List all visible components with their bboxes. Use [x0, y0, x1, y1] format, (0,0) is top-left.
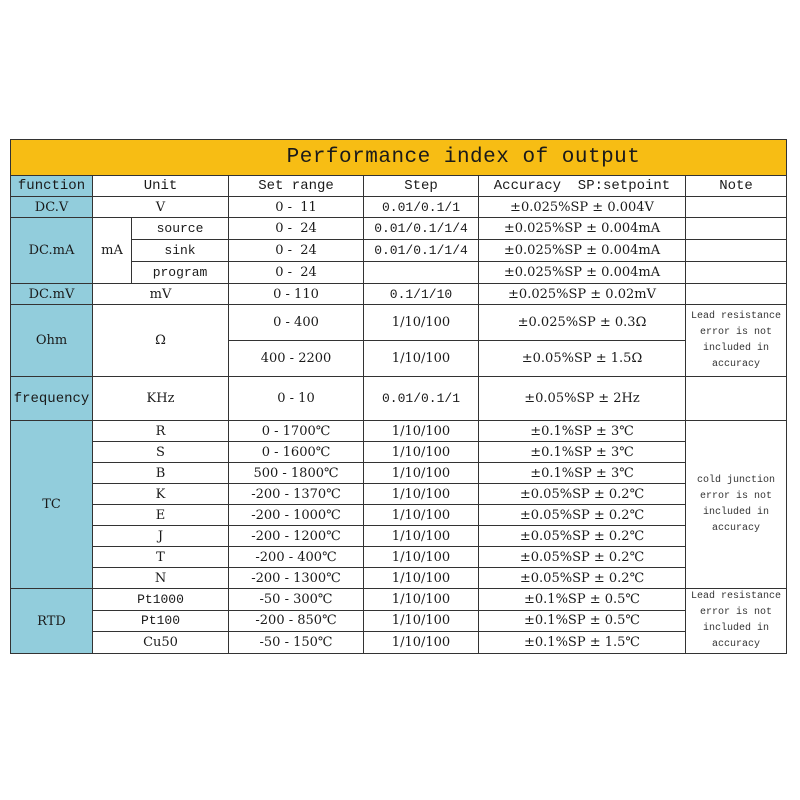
function-cell: TC	[11, 421, 93, 589]
header-step: Step	[364, 176, 479, 197]
note-cell: Lead resistance error is not included in accuracy	[686, 305, 787, 377]
table-row-tc-t	[11, 547, 787, 568]
step-cell: 0.01/0.1/1	[364, 197, 479, 218]
table-row-rtd-cu50	[11, 632, 787, 654]
note-cell: cold junction error is not included in accuracy	[686, 421, 787, 589]
mode-cell: program	[132, 262, 229, 284]
header-accuracy: Accuracy SP:setpoint	[479, 176, 686, 197]
table-row-tc-r	[11, 421, 787, 442]
accuracy-cell: ±0.1%SP ± 3℃	[479, 442, 686, 463]
accuracy-cell: ±0.05%SP ± 0.2℃	[479, 484, 686, 505]
header-note: Note	[686, 176, 787, 197]
step-cell: 1/10/100	[364, 421, 479, 442]
accuracy-cell: ±0.05%SP ± 0.2℃	[479, 568, 686, 589]
type-cell: T	[93, 547, 229, 568]
range-cell: 0 - 24	[229, 262, 364, 284]
step-cell: 1/10/100	[364, 547, 479, 568]
note-cell	[686, 377, 787, 421]
type-cell: Cu50	[93, 632, 229, 654]
type-cell: S	[93, 442, 229, 463]
step-cell: 0.01/0.1/1/4	[364, 218, 479, 240]
range-cell: -200 - 1200℃	[229, 526, 364, 547]
step-cell: 1/10/100	[364, 610, 479, 632]
note-cell	[686, 284, 787, 305]
range-cell: 0 - 400	[229, 305, 364, 341]
accuracy-cell: ±0.025%SP ± 0.004V	[479, 197, 686, 218]
accuracy-cell: ±0.1%SP ± 0.5℃	[479, 610, 686, 632]
table-row-dcma-source	[11, 218, 787, 240]
range-cell: -50 - 150℃	[229, 632, 364, 654]
accuracy-cell: ±0.025%SP ± 0.004mA	[479, 262, 686, 284]
accuracy-cell: ±0.025%SP ± 0.3Ω	[479, 305, 686, 341]
range-cell: -200 - 850℃	[229, 610, 364, 632]
range-cell: -200 - 1300℃	[229, 568, 364, 589]
accuracy-cell: ±0.025%SP ± 0.02mV	[479, 284, 686, 305]
step-cell: 1/10/100	[364, 463, 479, 484]
step-cell: 1/10/100	[364, 442, 479, 463]
range-cell: 0 - 11	[229, 197, 364, 218]
unit-cell: V	[93, 197, 229, 218]
accuracy-cell: ±0.025%SP ± 0.004mA	[479, 240, 686, 262]
table-row-tc-e	[11, 505, 787, 526]
range-cell: 500 - 1800℃	[229, 463, 364, 484]
accuracy-cell: ±0.05%SP ± 1.5Ω	[479, 341, 686, 377]
table-row-tc-s	[11, 442, 787, 463]
note-cell	[686, 240, 787, 262]
function-cell: DC.V	[11, 197, 93, 218]
range-cell: -200 - 400℃	[229, 547, 364, 568]
type-cell: E	[93, 505, 229, 526]
note-cell	[686, 218, 787, 240]
accuracy-cell: ±0.025%SP ± 0.004mA	[479, 218, 686, 240]
header-unit: Unit	[93, 176, 229, 197]
table-row-tc-j	[11, 526, 787, 547]
table-row-rtd-pt100	[11, 610, 787, 632]
table-row-tc-b	[11, 463, 787, 484]
step-cell: 1/10/100	[364, 505, 479, 526]
mode-cell: sink	[132, 240, 229, 262]
performance-table	[10, 139, 787, 654]
type-cell: N	[93, 568, 229, 589]
accuracy-cell: ±0.05%SP ± 0.2℃	[479, 526, 686, 547]
table-row-tc-n	[11, 568, 787, 589]
accuracy-cell: ±0.05%SP ± 0.2℃	[479, 505, 686, 526]
mode-cell: source	[132, 218, 229, 240]
range-cell: 0 - 24	[229, 240, 364, 262]
table-row-ohm-1	[11, 305, 787, 341]
table-row-tc-k	[11, 484, 787, 505]
range-cell: 0 - 110	[229, 284, 364, 305]
header-set-range: Set range	[229, 176, 364, 197]
step-cell	[364, 262, 479, 284]
header-row	[11, 176, 787, 197]
table-row-dcmv	[11, 284, 787, 305]
note-cell	[686, 197, 787, 218]
accuracy-cell: ±0.05%SP ± 0.2℃	[479, 547, 686, 568]
function-cell: RTD	[11, 589, 93, 654]
type-cell: Pt1000	[93, 589, 229, 611]
range-cell: 0 - 1700℃	[229, 421, 364, 442]
range-cell: -200 - 1000℃	[229, 505, 364, 526]
range-cell: 0 - 10	[229, 377, 364, 421]
unit-cell: Ω	[93, 305, 229, 377]
accuracy-cell: ±0.1%SP ± 0.5℃	[479, 589, 686, 611]
range-cell: 0 - 1600℃	[229, 442, 364, 463]
step-cell: 0.1/1/10	[364, 284, 479, 305]
note-cell: Lead resistance error is not included in accuracy	[686, 589, 787, 654]
type-cell: B	[93, 463, 229, 484]
step-cell: 1/10/100	[364, 484, 479, 505]
header-function: function	[11, 176, 93, 197]
range-cell: 400 - 2200	[229, 341, 364, 377]
accuracy-cell: ±0.1%SP ± 1.5℃	[479, 632, 686, 654]
note-cell	[686, 262, 787, 284]
step-cell: 0.01/0.1/1	[364, 377, 479, 421]
step-cell: 1/10/100	[364, 568, 479, 589]
step-cell: 1/10/100	[364, 589, 479, 611]
accuracy-cell: ±0.05%SP ± 2Hz	[479, 377, 686, 421]
type-cell: J	[93, 526, 229, 547]
unit-cell: KHz	[93, 377, 229, 421]
range-cell: -50 - 300℃	[229, 589, 364, 611]
table-row-dcv	[11, 197, 787, 218]
step-cell: 0.01/0.1/1/4	[364, 240, 479, 262]
table-row-frequency	[11, 377, 787, 421]
unit-cell: mV	[93, 284, 229, 305]
table-row-rtd-pt1000	[11, 589, 787, 611]
step-cell: 1/10/100	[364, 341, 479, 377]
function-cell: DC.mV	[11, 284, 93, 305]
performance-table-container	[10, 139, 786, 654]
type-cell: R	[93, 421, 229, 442]
function-cell: Ohm	[11, 305, 93, 377]
accuracy-cell: ±0.1%SP ± 3℃	[479, 463, 686, 484]
type-cell: Pt100	[93, 610, 229, 632]
function-cell: DC.mA	[11, 218, 93, 284]
step-cell: 1/10/100	[364, 305, 479, 341]
function-cell: frequency	[11, 377, 93, 421]
unit-cell: mA	[93, 218, 132, 284]
range-cell: -200 - 1370℃	[229, 484, 364, 505]
table-title: Performance index of output	[11, 140, 787, 176]
range-cell: 0 - 24	[229, 218, 364, 240]
step-cell: 1/10/100	[364, 526, 479, 547]
type-cell: K	[93, 484, 229, 505]
accuracy-cell: ±0.1%SP ± 3℃	[479, 421, 686, 442]
step-cell: 1/10/100	[364, 632, 479, 654]
